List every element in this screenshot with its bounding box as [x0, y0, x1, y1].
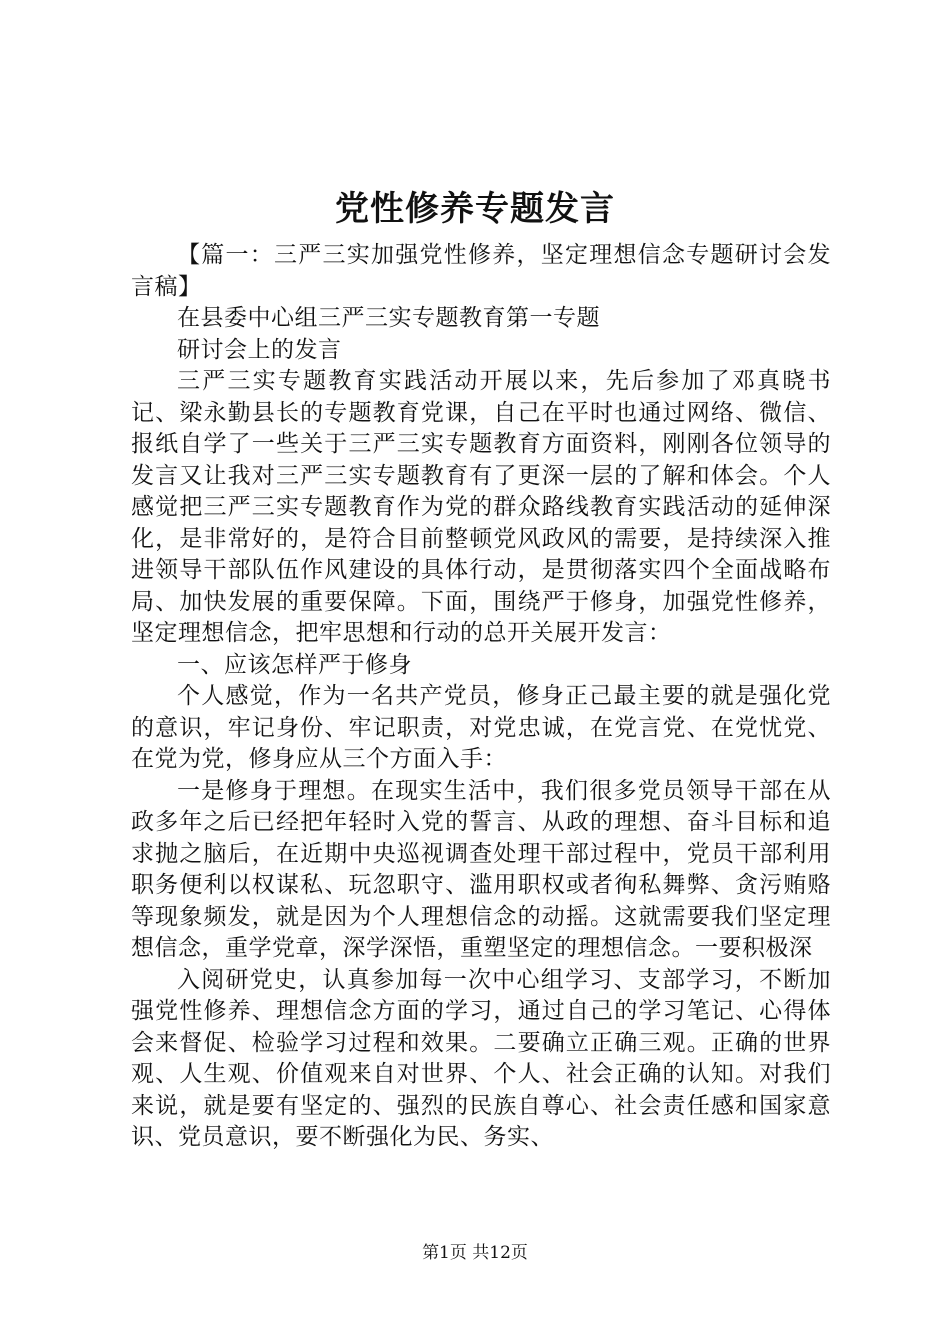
- paragraph-body: 个人感觉，作为一名共产党员，修身正己最主要的就是强化党的意识，牢记身份、牢记职责，对党忠诚，在党言党、在党忧党、在党为党，修身应从三个方面入手：: [131, 683, 831, 772]
- document-title: 党性修养专题发言: [335, 189, 615, 229]
- document-body: [131, 240, 831, 1154]
- paragraph-section-heading: 一、应该怎样严于修身: [177, 651, 412, 678]
- paragraph-heading: 【篇一：三严三实加强党性修养，坚定理想信念专题研讨会发言稿】: [131, 242, 831, 300]
- paragraph-subtitle-2: 研讨会上的发言: [177, 336, 342, 363]
- paragraph-body: 入阅研党史，认真参加每一次中心组学习、支部学习，不断加强党性修养、理想信念方面的学习，通过自己的学习笔记、心得体会来督促、检验学习过程和效果。二要确立正确三观。正确的世界观、人生观、价值观来自对世界、个人、社会正确的认知。对我们来说，就是要有坚定的、强烈的民族自尊心、社会责任感和国家意识、党员意识，要不断强化为民、务实、: [131, 966, 831, 1150]
- paragraph-body: 一是修身于理想。在现实生活中，我们很多党员领导干部在从政多年之后已经把年轻时入党的誓言、从政的理想、奋斗目标和追求抛之脑后，在近期中央巡视调查处理干部过程中，党员干部利用职务便利以权谋私、玩忽职守、滥用职权或者徇私舞弊、贪污贿赂等现象频发，就是因为个人理想信念的动摇。这就需要我们坚定理想信念，重学党章，深学深悟，重塑坚定的理想信念。一要积极深: [131, 777, 831, 961]
- paragraph-subtitle-1: 在县委中心组三严三实专题教育第一专题: [177, 305, 600, 331]
- paragraph-intro: 三严三实专题教育实践活动开展以来，先后参加了邓真晓书记、梁永勤县长的专题教育党课，自己在平时也通过网络、微信、报纸自学了一些关于三严三实专题教育方面资料，刚刚各位领导的发言又让我对三严三实专题教育有了更深一层的了解和体会。个人感觉把三严三实专题教育作为党的群众路线教育实践活动的延伸深化，是非常好的，是符合目前整顿党风政风的需要，是持续深入推进领导干部队伍作风建设的具体行动，是贯彻落实四个全面战略布局、加快发展的重要保障。下面，围绕严于修身，加强党性修养，坚定理想信念，把牢思想和行动的总开关展开发言：: [131, 368, 831, 646]
- page-number: 第1页 共12页: [422, 1243, 528, 1263]
